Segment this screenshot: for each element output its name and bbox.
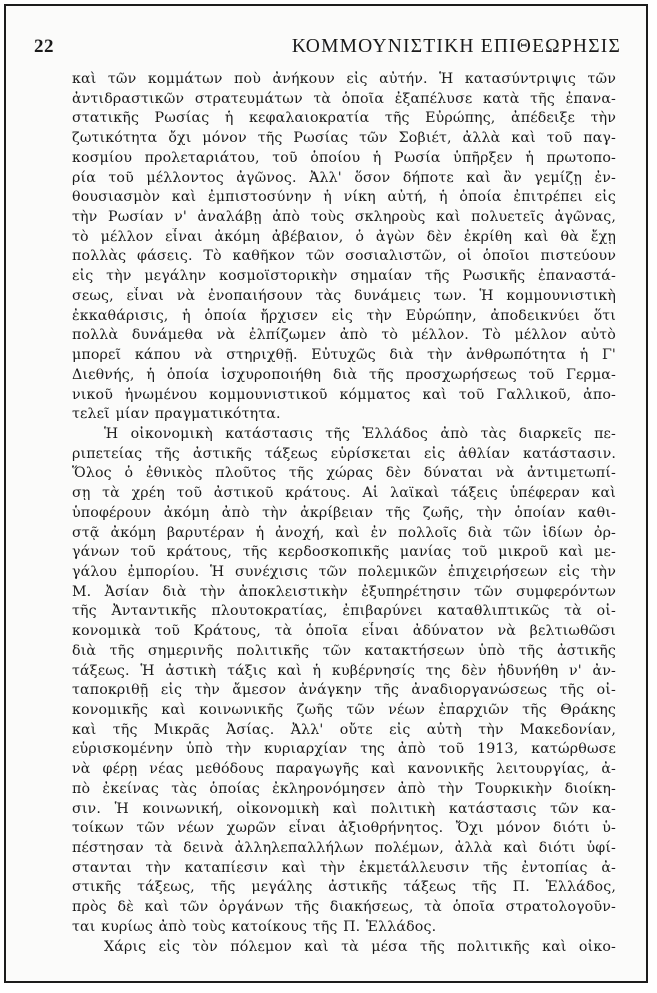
text-line: Διεθνής, ἡ ὁποία ἰσχυροποιήθη διὰ τῆς προσχωρήσεως τοῦ Γερμα- (72, 366, 616, 383)
text-line: διὰ τῆς σημερινῆς πολιτικῆς τῶν κατακτήσεων ὑπὸ τῆς ἀστικῆς (72, 642, 616, 659)
text-line: κοσμίου προλεταριάτου, τοῦ ὁποίου ἡ Ρωσία ὑπῆρξεν ἡ πρωτοπο- (72, 149, 616, 166)
journal-title: ΚΟΜΜΟΥΝΙΣΤΙΚΗ ΕΠΙΘΕΩΡΗΣΙΣ (291, 36, 621, 57)
text-line: τοίκων τῶν νέων χωρῶν εἶναι ἀξιοθρήνητος. Ὄχι μόνον διότι ὑ- (72, 820, 616, 837)
text-line: τελεῖ μίαν πραγματικότητα. (72, 406, 281, 423)
text-line: ἐκκαθάρισις, ἡ ὁποία ἤρχισεν εἰς τὴν Εὐρώπην, ἀποδεικνύει ὅτι (72, 307, 616, 324)
text-line: ρία τοῦ μέλλοντος ἀγῶνος. Ἀλλ' ὅσον δήποτε καὶ ἂν γεμίζῃ ἐν- (72, 169, 616, 186)
text-line: ριπετείας τῆς ἀστικῆς τάξεως εὑρίσκεται εἰς ἀθλίαν κατάστασιν. (72, 445, 616, 462)
text-line: νικοῦ ἡνωμένου κομμουνιστικοῦ κόμματος καὶ τοῦ Γαλλικοῦ, ἀπο- (72, 386, 616, 403)
running-head (34, 36, 621, 60)
text-line: τὴν Ρωσίαν ν' ἀναλάβῃ ἀπὸ τοὺς σκληροὺς καὶ πολυετεῖς ἀγῶνας, (72, 209, 616, 226)
text-line: πολλὰ δυνάμεθα νὰ ἐλπίζωμεν ἀπὸ τὸ μέλλον. Τὸ μέλλον αὐτὸ (72, 327, 616, 344)
text-line: εἰς τὴν μεγάλην κοσμοϊστορικὴν σημαίαν τῆς Ρωσικῆς ἐπαναστά- (72, 268, 616, 285)
page-number: 22 (34, 36, 54, 57)
text-line: πὸ ἐκείνας τὰς ὁποίας ἐκληρονόμησεν ἀπὸ τὴν Τουρκικὴν διοίκη- (72, 780, 616, 797)
text-line: σιν. Ἡ κοινωνική, οἰκονομικὴ καὶ πολιτικὴ κατάστασις τῶν κα- (72, 800, 616, 817)
text-line: εὑρισκομένην ὑπὸ τὴν κυριαρχίαν της ἀπὸ τοῦ 1913, κατώρθωσε (72, 741, 616, 758)
text-line: τῆς Ἀνταντικῆς πλουτοκρατίας, ἐπιβαρύνει καταθλιπτικῶς τὰ οἰ- (72, 603, 616, 620)
text-line: κονομικῆς καὶ κοινωνικῆς ζωῆς τῶν νέων ἐπαρχιῶν τῆς Θράκης (72, 702, 616, 718)
text-line: κονομικὰ τοῦ Κράτους, τὰ ὁποῖα εἶναι ἀδύνατον νὰ βελτιωθῶσι (72, 623, 616, 640)
text-line: τὸ μέλλον εἶναι ἀκόμη ἀβέβαιον, ὁ ἀγὼν δὲν ἐκρίθη καὶ θὰ ἔχῃ (72, 228, 616, 245)
text-line: πολλὰς φάσεις. Τὸ καθῆκον τῶν σοσιαλιστῶν, οἱ ὁποῖοι πιστεύουν (72, 248, 616, 265)
body-text (72, 70, 616, 957)
text-line: νὰ φέρῃ νέας μεθόδους παραγωγῆς καὶ κανονικῆς λειτουργίας, ἀ- (72, 761, 616, 778)
text-line: Ὅλος ὁ ἐθνικὸς πλοῦτος τῆς χώρας δὲν δύναται νὰ ἀντιμετωπί- (72, 465, 616, 482)
text-line: θουσιασμὸν καὶ ἐμπιστοσύνην ἡ νίκη αὐτή, ἡ ὁποία ἐπιτρέπει εἰς (72, 189, 616, 206)
text-line: πέστησαν τὰ δεινὰ ἀλληλεπαλλήλων πολέμων, ἀλλὰ καὶ διότι ὑφί- (72, 840, 616, 857)
text-line: καὶ τῶν κομμάτων ποὺ ἀνήκουν εἰς αὐτήν. Ἡ κατασύντριψις τῶν (72, 71, 616, 87)
text-line: ζωτικότητα ὄχι μόνον τῆς Ρωσίας τῶν Σοβιέτ, ἀλλὰ καὶ τοῦ παγ- (72, 130, 616, 147)
text-line: γάνων τοῦ κράτους, τῆς κερδοσκοπικῆς μανίας τοῦ μικροῦ καὶ με- (72, 544, 616, 561)
text-line: γάλου ἐμπορίου. Ἡ συνέχισις τῶν πολεμικῶν ἐπιχειρήσεων εἰς τὴν (72, 563, 616, 580)
text-line: τάξεως. Ἡ ἀστικὴ τάξις καὶ ἡ κυβέρνησίς της δὲν ἠδυνήθη ν' ἀν- (72, 662, 616, 679)
text-line: Μ. Ἀσίαν διὰ τὴν ἀποκλειστικὴν ἐξυπηρέτησιν τῶν συμφερόντων (72, 583, 616, 600)
text-line: ταποκριθῇ εἰς τὴν ἄμεσον ἀνάγκην τῆς ἀναδιοργανώσεως τῆς οἰ- (72, 682, 616, 699)
text-line: στανται τὴν καταπίεσιν καὶ τὴν ἐκμετάλλευσιν τῆς ἐντοπίας ἀ- (72, 859, 616, 876)
text-line: στατικῆς Ρωσίας ἡ κεφαλαιοκρατία τῆς Εὐρώπης, ἀπέδειξε τὴν (72, 110, 616, 127)
text-line: στᾷ ἀκόμη βαρυτέραν ἡ ἀνοχή, καὶ ἐν πολλοῖς διὰ τῶν ἰδίων ὀρ- (72, 524, 616, 541)
text-line: καὶ τῆς Μικρᾶς Ἀσίας. Ἀλλ' οὔτε εἰς αὐτὴ τὴν Μακεδονίαν, (72, 721, 616, 738)
text-line: πρὸς δὲ καὶ τῶν ὀργάνων τῆς διακήσεως, τὰ ὁποῖα στρατολογοῦν- (72, 899, 616, 916)
paragraph-first-line: Ἡ οἰκονομικὴ κατάστασις τῆς Ἑλλάδος ἀπὸ τὰς διαρκεῖς πε- (104, 425, 616, 442)
text-line: στικῆς τάξεως, τῆς μεγάλης ἀστικῆς τάξεως τῆς Π. Ἑλλάδος, (72, 879, 616, 896)
text-line: ται κυρίως ἀπὸ τοὺς κατοίκους τῆς Π. Ἑλλάδος. (72, 918, 437, 935)
text-line: σῃ τὰ χρέη τοῦ ἀστικοῦ κράτους. Αἱ λαϊκαὶ τάξεις ὑπέφεραν καὶ (72, 485, 616, 502)
text-line: ὑποφέρουν ἀκόμη ἀπὸ τὴν ἀκρίβειαν τῆς ζωῆς, τὴν ὁποίαν καθι- (72, 504, 616, 521)
text-line: σεως, εἶναι νὰ ἐνοπαιήσουν τὰς δυνάμεις των. Ἡ κομμουνιστικὴ (72, 287, 616, 304)
paragraph-first-line: Χάρις εἰς τὸν πόλεμον καὶ τὰ μέσα τῆς πολιτικῆς καὶ οἰκο- (104, 938, 616, 955)
text-line: μπορεῖ κάπου νὰ στηριχθῇ. Εὐτυχῶς διὰ τὴν ἀνθρωπότητα ἡ Γ' (72, 347, 616, 364)
text-line: ἀντιδραστικῶν στρατευμάτων τὰ ὁποῖα ἐξαπέλυσε κατὰ τῆς ἐπανα- (72, 90, 616, 107)
